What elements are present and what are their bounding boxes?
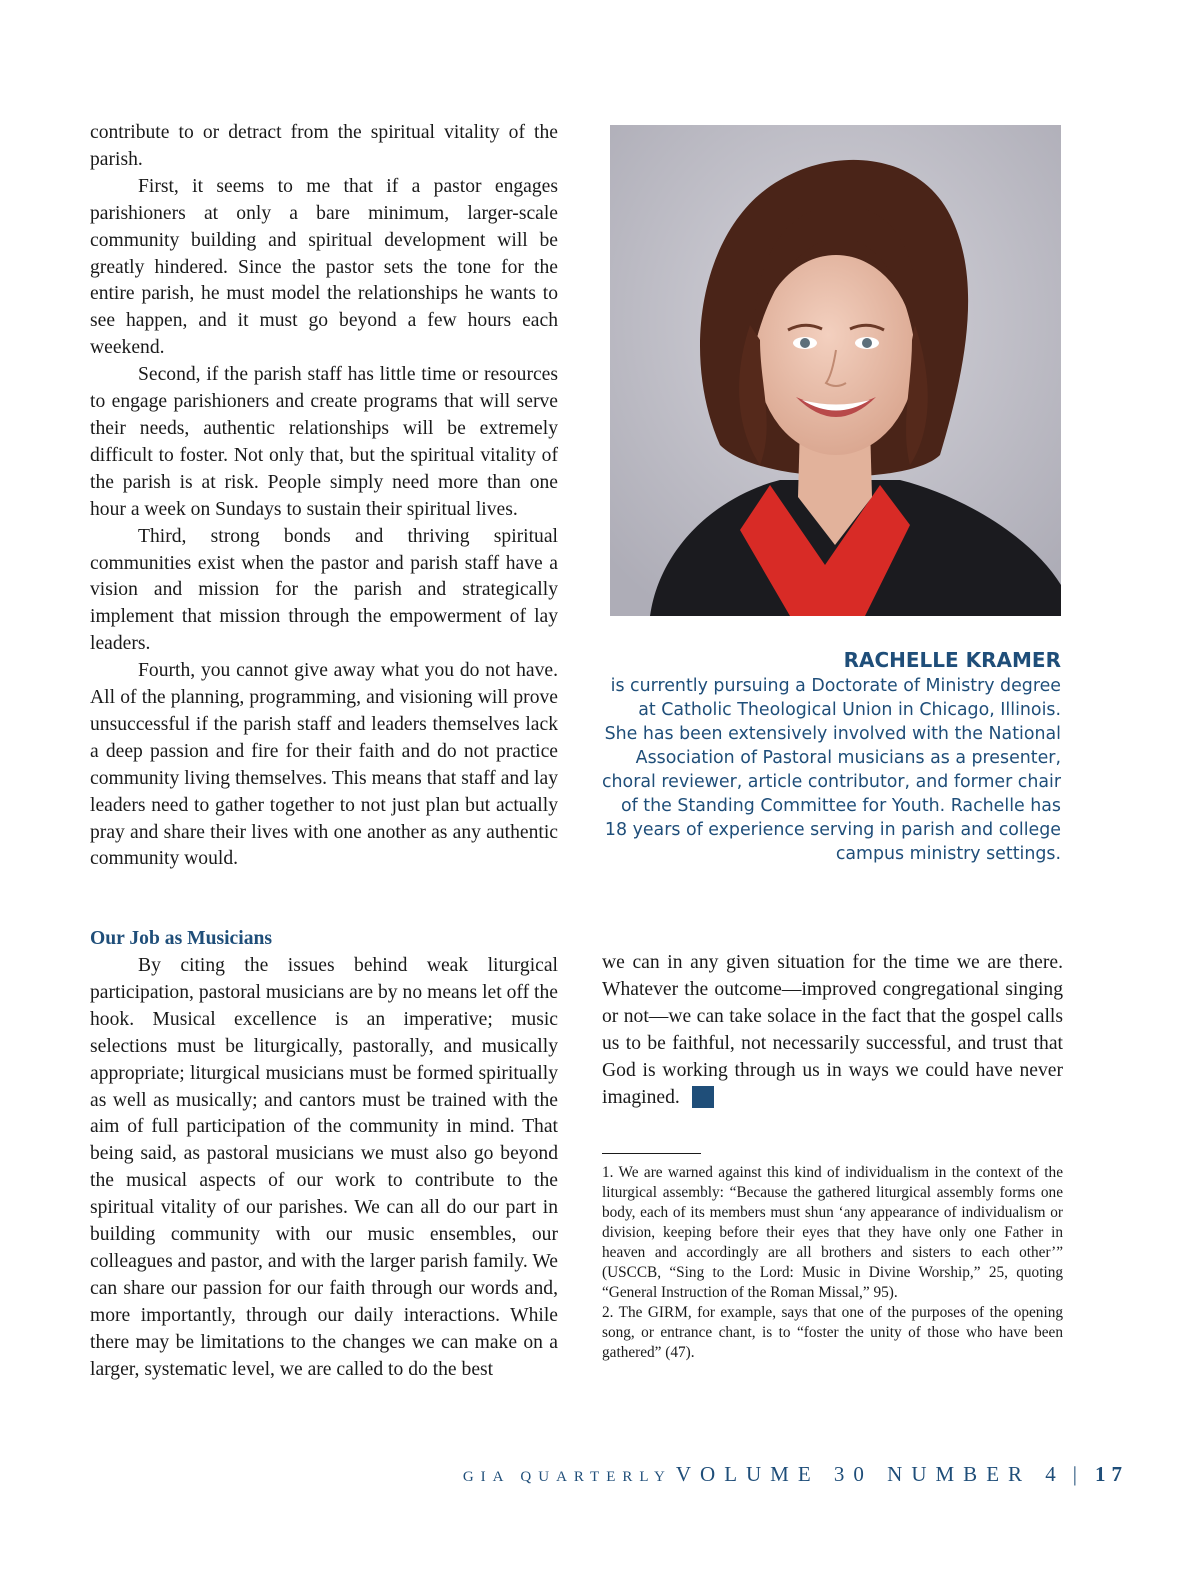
end-of-article-mark-icon — [692, 1086, 714, 1108]
author-description: is currently pursuing a Doctorate of Ministry degree at Catholic Theological Union in Chicago, Illinois. She has been extensively involved with the National Association of Pastoral musicians as a presenter, choral reviewer, article contributor, and former chair of the Standing Committee for Youth. Rachelle has 18 years of experience serving in parish and college campus ministry settings. — [601, 676, 1061, 864]
footnote-divider — [602, 1153, 701, 1154]
author-bio — [600, 646, 1061, 866]
footnotes — [602, 1163, 1063, 1363]
footer-separator: | — [1072, 1462, 1077, 1486]
body-text-column-2 — [90, 953, 558, 1384]
issue-volume: VOLUME 30 NUMBER 4 — [675, 1462, 1065, 1486]
paragraph — [602, 950, 1063, 1111]
paragraph: By citing the issues behind weak liturgical participation, pastoral musicians are by no means let off the hook. Musical excellence is an imperative; music selections must be liturgically, pastorally, and musically appropriate; liturgical musicians must be formed spiritually as well as musically; and cantors must be trained with the aim of full participation of the community in mind. That being said, as pastoral musicians we must also go beyond the musical aspects of our work to contribute to the spiritual vitality of our parishes. We can all do our part in building community with our music ensembles, our colleagues and pastor, and with the larger parish family. We can share our passion for our faith through our words and, more importantly, through our daily interactions. While there may be limitations to the changes we can make on a larger, systematic level, we are called to do the best — [90, 955, 558, 1380]
page-footer — [463, 1462, 1128, 1487]
body-text-column-3 — [602, 950, 1063, 1111]
section-heading: Our Job as Musicians — [90, 928, 273, 949]
paragraph: contribute to or detract from the spiritual vitality of the parish. — [90, 122, 558, 170]
body-text-column-1 — [90, 120, 558, 873]
paragraph: Second, if the parish staff has little time or resources to engage parishioners and create programs that will serve their needs, authentic relationships will be extremely difficult to foster. Not only that, but the spiritual vitality of the parish is at risk. People simply need more than one hour a week on Sundays to sustain their spiritual lives. — [90, 364, 558, 520]
footnote-1: 1. We are warned against this kind of individualism in the context of the liturgical assembly: “Because the gathered liturgical assembly forms one body, each of its members must shun ‘any appearance of individualism or division, keeping before their eyes that they have only one Father in heaven and accordingly are all brothers and sisters to each other’” (USCCB, “Sing to the Lord: Music in Divine Worship,” 25, quoting “General Instruction of the Roman Missal,” 95). — [602, 1164, 1063, 1301]
footnote-2: 2. The GIRM, for example, says that one of the purposes of the opening song, or entrance chant, is to “foster the unity of those who have been gathered” (47). — [602, 1304, 1063, 1361]
paragraph-text: we can in any given situation for the time we are there. Whatever the outcome—improved congregational singing or not—we can take solace in the fact that the gospel calls us to be faithful, not necessarily successful, and trust that God is working through us in ways we could have never imagined. — [602, 952, 1063, 1108]
paragraph: Fourth, you cannot give away what you do not have. All of the planning, programming, and visioning will prove unsuccessful if the parish staff and leaders themselves lack a deep passion and fire for their faith and do not practice community living themselves. This means that staff and lay leaders need to gather together to not just plan but actually pray and share their lives with one another as any authentic community would. — [90, 660, 558, 870]
author-photo — [610, 125, 1061, 616]
publication-name: GIA QUARTERLY — [462, 1469, 672, 1485]
page-number: 17 — [1095, 1462, 1128, 1486]
paragraph: Third, strong bonds and thriving spiritual communities exist when the pastor and parish staff have a vision and mission for the parish and strategically implement that mission through the empowerment of lay leaders. — [90, 525, 558, 655]
paragraph: First, it seems to me that if a pastor engages parishioners at only a bare minimum, larger-scale community building and spiritual development will be greatly hindered. Since the pastor sets the tone for the entire parish, he must model the relationships he wants to see happen, and it must go beyond a few hours each weekend. — [90, 175, 558, 359]
author-name: RACHELLE KRAMER — [843, 648, 1061, 672]
